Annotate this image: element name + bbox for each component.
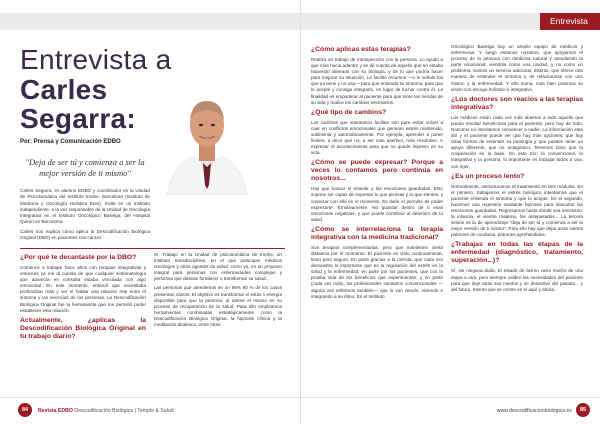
- footer-left: [0, 397, 300, 424]
- right-column-2: [451, 44, 583, 296]
- intro-text: [20, 188, 150, 244]
- page-number: 85: [576, 403, 590, 417]
- answer-paragraph: Oncológico Baselga hay un amplio equipo de médicos y enfermeras. Y luego estamos nosotros, que apoyamos el proceso de la persona con medicina natural y atendiendo la parte emocional: viéndola como una unidad, y no como un problema. Somos un servicio adicional, distinto, que ofrece otra manera de entender el síntoma y de relacionarse con uno mismo y la enfermedad. Y ello suma, más bien potencia su visión con escoge holístico e integrativo.: [451, 44, 583, 92]
- title-line-2: Carles: [20, 74, 108, 105]
- byline: Por: Prensa y Comunicación EDBO: [20, 139, 121, 145]
- question-heading: ¿Por qué te decantaste por la DBO?: [20, 254, 137, 261]
- answer-paragraph: Comencé a trabajar hace años con terapias integrativas y entonces ya me di cuenta de que cualquier sintomatología que aparecía en consulta estaba vinculada con algo emocional. En este momento, entendí que necesitaba profundizar más y ver el hablar una relación real entre el síntoma y las vivencias de las personas. La Descodificación Biológica Original fue la herramienta que me permitió poder establecer esta relación.: [20, 265, 146, 313]
- footer-url[interactable]: www.descodificacionbiologica.es: [496, 408, 572, 414]
- answer-paragraph: Las personas que atendemos en un 95% 90 % de los casos presentan cáncer. El objetivo es transformar el estilo o energía disponible para que la persona, al atreve el mismo en su proceso de recuperación de la salud. Para ello empleamos herramientas combinadas estratégicamente como la Descodificación Biológica Original, la hipnosis clínica y la meditación dinámica, entre otras.: [154, 285, 282, 328]
- header-bar: [0, 13, 300, 30]
- intro-paragraph: Carles Segarra, es alumno EDBO y coordinador en la Unidad de Psicosomática del Instituto Imohe, Barcelona (Instituto de Medicina y Oncología Holística Eres). Invite en un Instituto independiente, a la vez responsable de la Unidad de Oncología Integrativa en el Instituto Oncológico Baselga, del Hospital Quirón en Barcelona.: [20, 188, 150, 225]
- question-heading: Actualmente, ¿aplicas la Descodificación Biológica Original en tu trabajo diario?: [20, 316, 146, 340]
- question-heading: ¿Cómo se interrelaciona la terapia integrativa con la medicina tradicional?: [311, 225, 443, 241]
- left-column-1: [20, 252, 146, 344]
- answer-paragraph: Normalmente, estructuramos el tratamiento en tres módulos. En el primero, trabajamos el estrés biológico intentamos que el paciente entienda el síntoma y que lo acepte. En el segundo, hacemos una regresión mediante hipnosis para descubrir las emociones guardadas. Regresamos hasta donde sea necesario: la infancia, el vientre materno, los antepasados... La tercera sesión es la de aprendizaje "deja de ser tú y comienza a ser la mejor versión de ti mismo". Para ello hay que dejar atrás ciertos patrones de conducta, patrones aprehendidos.: [451, 183, 583, 238]
- question-heading: ¿Trabajas en todas las etapas de la enfermedad (diagnóstico, tratamiento, superación...)?: [451, 241, 583, 265]
- left-column-2: [154, 252, 282, 331]
- portrait-photo: [152, 85, 262, 195]
- right-page: [300, 0, 600, 424]
- title-line-1: Entrevista a: [20, 44, 172, 75]
- question-heading: ¿Cómo se puede expresar? Porque a veces lo contamos pero continúa en nosotros...: [311, 159, 443, 183]
- answer-paragraph: Realizo un trabajo de introspección con la persona. Lo ayudo a que mire hacia adentro y se dé cuenta de aquello que no estaba haciendo alineado con su biología, y de lo que podría hacer para mejorar su situación. Le facilito recursos —o le señalo los que ya tiene y no usa— para que entienda su síntoma, para que lo acepte y consiga integrarlo, en lugar de luchar contra él. La finalidad es empoderar al paciente para que tome las riendas de su vida y realice los cambios necesarios.: [311, 57, 443, 105]
- question-heading: ¿Es un proceso lento?: [451, 172, 525, 180]
- question-heading: ¿Cómo aplicas estas terapias?: [311, 46, 411, 53]
- section-tag: Entrevista: [540, 13, 600, 30]
- answer-paragraph: Sí. Trabajo en la Unidad de psicosomática de Imohe, un Instituto transdisciplinar, en el que participan médicos oncólogos y otros agentes de salud, como yo, en un proyecto integral para personas con enfermedades complejas y personas que desean fortalecer o transformar su salud.: [154, 252, 282, 282]
- intro-paragraph: Carles nos explica cómo aplica la Descodificación Biológica Original (DBO) en pacientes con cáncer.: [20, 228, 150, 241]
- pull-quote: "Deja de ser tú y comienza a ser la mejor versión de ti mismo": [25, 157, 145, 178]
- page-number: 84: [18, 403, 32, 417]
- answer-paragraph: Sí, sin ninguna duda. El estado de ánimo varía mucho de una etapa a otra, pero siempre calibro las necesidades del paciente para que deje atrás sus miedos y se desactive del pasado... y del futuro. Intento que se centre en el aquí y ahora.: [451, 268, 583, 292]
- footer-brand: [38, 408, 174, 414]
- question-heading: ¿Qué tipo de cambios?: [311, 108, 387, 116]
- title-line-3: Segarra:: [20, 103, 137, 134]
- answer-paragraph: Hay que buscar el resentir y las emociones guardadas. Esto supone ser capaz de expresar lo que piensas y lo que sientes, y conectar con ello en el momento. Es darle el permiso de poder expresarte. Emotivamente. No guardar dentro de ti esas emociones negativas, y que puede contribuir al deterioro de tu salud.: [311, 186, 443, 222]
- brand-subtitle: Descodificación Biológica | Temple & Salud: [72, 408, 174, 414]
- brand-name: Revista EDBO: [38, 408, 73, 414]
- question-heading: ¿Los doctores son reacios a las terapias integrativas?: [451, 95, 583, 111]
- divider: [20, 248, 285, 249]
- answer-paragraph: Los médicos están cada vez más abiertos a todo aquello que pueda resultar beneficioso para el paciente, pero hay de todo. Nosotros no intentamos convencer a nadie. La información está ahí y el paciente puede ver que hay más opciones, que hay otras formas de entender su patología y que pueden tener un apoyo diferente, que no antagónico. Tenemos claro que la cooperación es la base. En este trio: la convencional, la integrativa y la persona, lo importante es trabajar todos a una, con rigor.: [451, 114, 583, 169]
- answer-paragraph: Son terapias complementarias, pero que mantienen cierta distancia por el momento. El paciente es visto continuamente, lento pero seguro. En parte gracias a la ciencia, que cada vez demuestra lo importante que es la regulación del estrés en la salud y la enfermedad; en parte por los pacientes, que con la prueba vida de los beneficios que experimentan; y en parte (cada vez más), los profesionales sanitarios convencionales —alguna vez enfermos también— que lo van viendo, viviendo e integrando a su ritmo. En el Instituto: [311, 244, 443, 299]
- footer-right: [301, 397, 600, 424]
- right-column-1: [311, 44, 443, 303]
- answer-paragraph: Los cambios que intentamos facilitar son para evitar volver a caer en conflictos emocionales que generan estrés mantenido, subliminal y automáticamente. Por ejemplo, aprender a poner límites, a decir que no, a ser más asertivo, más resolutivo. A expresar el acontecimiento para que no quede impreso en su vida.: [311, 119, 443, 156]
